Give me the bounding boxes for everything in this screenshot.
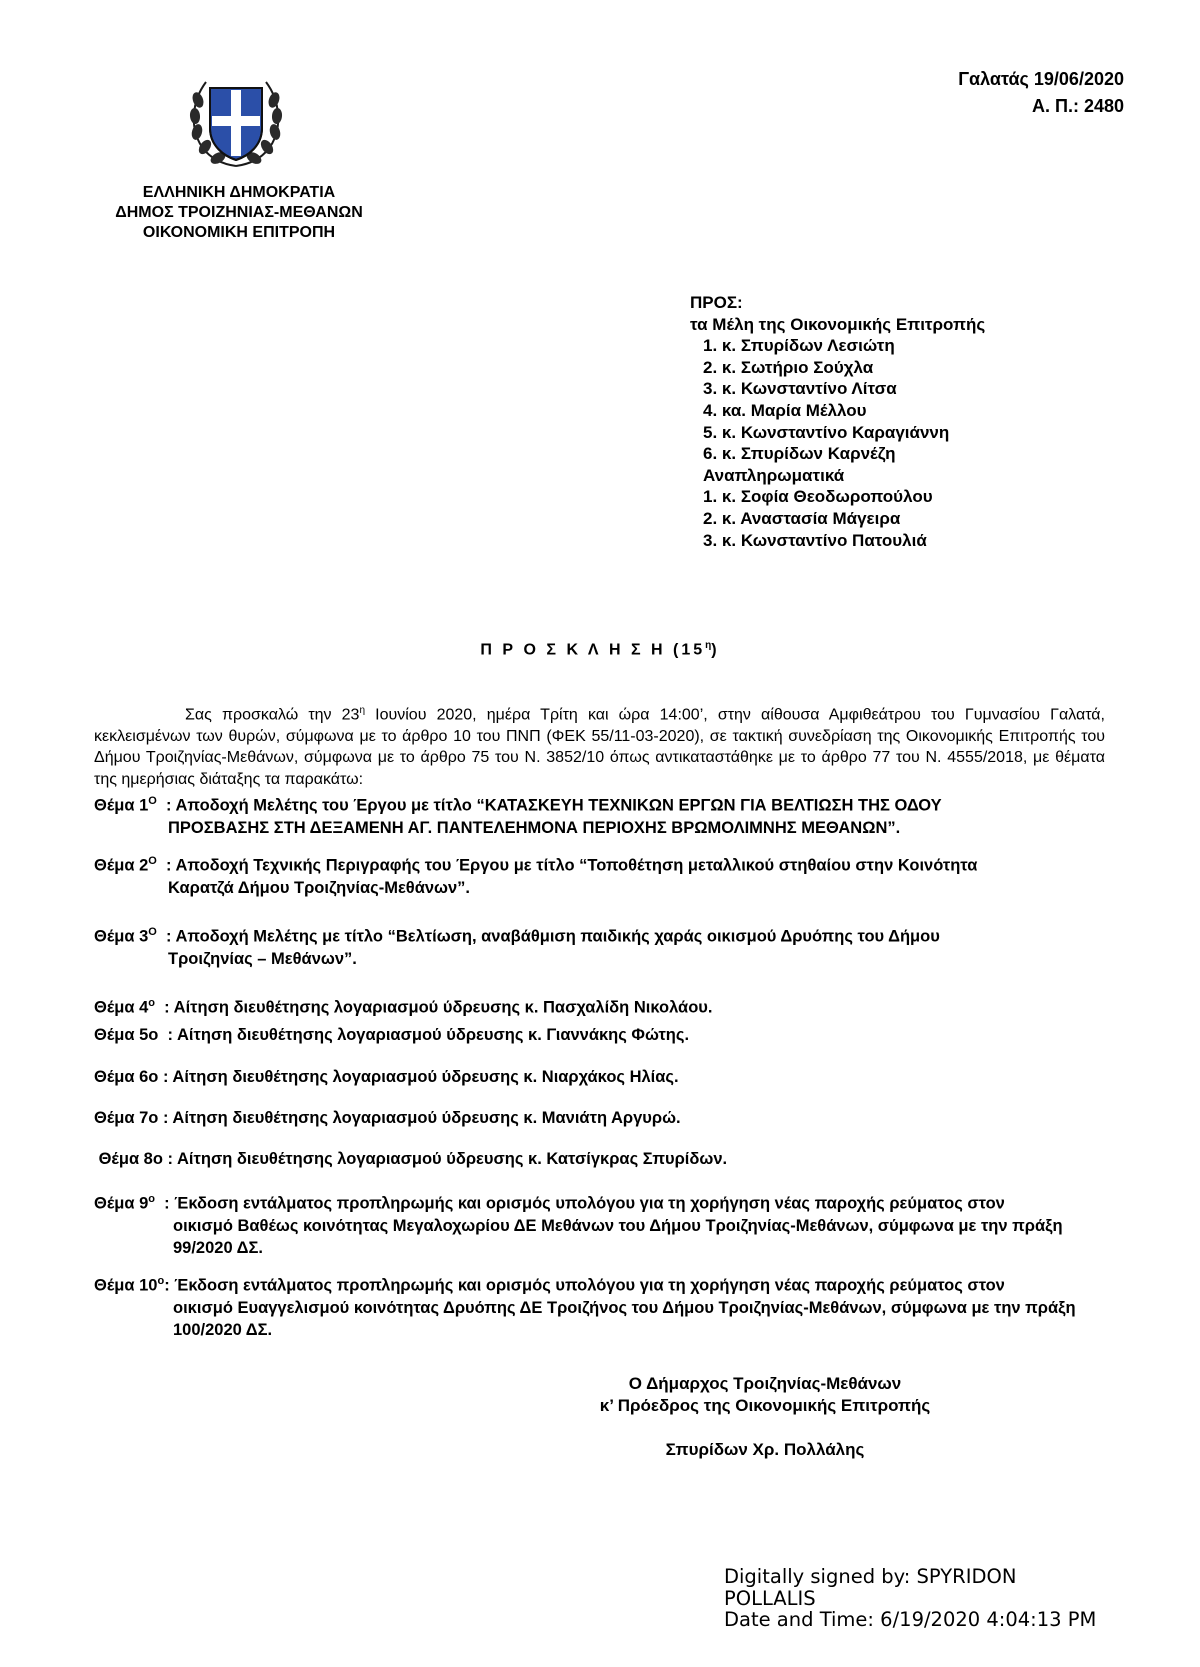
org-line-country: ΕΛΛΗΝΙΚΗ ΔΗΜΟΚΡΑΤΙΑ [142, 184, 336, 201]
digital-signature-line: POLLALIS [724, 1586, 816, 1610]
agenda-topic-4 [94, 992, 1114, 1019]
topic-text-continued: οικισμό Βαθέως κοινότητας Μεγαλοχωρίου ΔΕ Μεθάνων του Δήμου Τροιζηνίας-Μεθάνων, σύμφωνα με την πράξη 99/2020 ΔΣ. [173, 1216, 1063, 1257]
topic-text: Αίτηση διευθέτησης λογαριασμού ύδρευσης κ. Πασχαλίδη Νικολάου. [173, 998, 713, 1017]
agenda-topic-6 [94, 1066, 1114, 1088]
topic-label: Θέμα 8ο [94, 1150, 163, 1168]
org-line-municipality: ΔΗΜΟΣ ΤΡΟΙΖΗΝΙΑΣ-ΜΕΘΑΝΩΝ [115, 204, 363, 221]
agenda-topic-8 [94, 1148, 1114, 1170]
topic-text-continued: Καρατζά Δήμου Τροιζηνίας-Μεθάνων”. [168, 878, 470, 897]
agenda-topic-5 [94, 1024, 1114, 1046]
intro-sup: η [359, 705, 366, 716]
document-title [0, 640, 1200, 659]
topic-text: Αίτηση διευθέτησης λογαριασμού ύδρευσης κ. Κατσίγκρας Σπυρίδων. [177, 1150, 728, 1168]
topic-label: Θέμα 3 [94, 927, 149, 946]
date-block [958, 66, 1124, 120]
agenda-topic-3 [94, 921, 1114, 970]
digital-signature-stamp [724, 1566, 1096, 1631]
topic-label: Θέμα 10 [94, 1276, 158, 1295]
alternate-item: 1. κ. Σοφία Θεοδωροπούλου [703, 487, 933, 507]
signature-title-chair: κ’ Πρόεδρος της Οικονομικής Επιτροπής [599, 1396, 931, 1415]
signature-title-mayor: Ο Δήμαρχος Τροιζηνίας-Μεθάνων [628, 1374, 902, 1393]
agenda-topic-9 [94, 1188, 1114, 1259]
topic-sup: Ο [148, 855, 157, 867]
agenda-topic-1 [94, 790, 1114, 839]
topic-label: Θέμα 7ο [94, 1109, 159, 1127]
digital-signature-line: Digitally signed by: SPYRIDON [724, 1565, 1017, 1588]
digital-signature-date: Date and Time: 6/19/2020 4:04:13 PM [724, 1608, 1097, 1631]
organization-block [84, 183, 394, 243]
topic-sep: : [158, 1109, 173, 1127]
intro-part1: Σας προσκαλώ την 23 [185, 706, 360, 724]
title-end: ) [711, 641, 720, 659]
topic-sup: ο [148, 997, 156, 1009]
signature-name: Σπυρίδων Χρ. Πολλάλης [665, 1440, 865, 1459]
recipient-item: 1. κ. Σπυρίδων Λεσιώτη [703, 336, 895, 356]
topic-sep: : [162, 1150, 178, 1168]
topic-sep: : [155, 998, 174, 1017]
topic-text: Έκδοση εντάλματος προπληρωμής και ορισμός υπολόγου για τη χορήγηση νέας παροχής ρεύματος στον [174, 1194, 1005, 1213]
agenda-topic-7 [94, 1107, 1114, 1129]
topic-label: Θέμα 2 [94, 856, 149, 875]
topic-text: Αποδοχή Τεχνικής Περιγραφής του Έργου με τίτλο “Τοποθέτηση μεταλλικού στηθαίου στην Κοινότητα [175, 856, 978, 875]
topic-label: Θέμα 5ο [94, 1026, 159, 1044]
recipient-item: 5. κ. Κωνσταντίνο Καραγιάννη [703, 422, 950, 442]
topic-text: Αίτηση διευθέτησης λογαριασμού ύδρευσης κ. Γιαννάκης Φώτης. [177, 1026, 690, 1044]
topic-sup: ο [157, 1275, 165, 1287]
alternates-label: Αναπληρωματικά [703, 465, 845, 485]
topic-sep: : [156, 927, 176, 946]
signature-block [560, 1373, 970, 1461]
topic-text: Αποδοχή Μελέτης με τίτλο “Βελτίωση, αναβάθμιση παιδικής χαράς οικισμού Δρυόπης του Δήμου [175, 927, 940, 946]
topic-sup: ο [148, 1193, 156, 1205]
recipients-to-label: ΠΡΟΣ: [690, 293, 743, 312]
topic-sep: : [158, 1026, 177, 1044]
topic-text-continued: Τροιζηνίας – Μεθάνων”. [168, 949, 357, 968]
title-sup: η [705, 640, 712, 651]
topic-sep: : [164, 1276, 175, 1295]
topic-text: Αίτηση διευθέτησης λογαριασμού ύδρευσης κ. Νιαρχάκος Ηλίας. [172, 1068, 679, 1086]
topic-text: Αίτηση διευθέτησης λογαριασμού ύδρευσης κ. Μανιάτη Αργυρώ. [172, 1109, 681, 1127]
topic-label: Θέμα 1 [94, 796, 149, 815]
topic-label: Θέμα 6ο [94, 1068, 159, 1086]
alternate-item: 3. κ. Κωνσταντίνο Πατουλιά [703, 530, 927, 550]
recipient-item: 4. κα. Μαρία Μέλλου [703, 400, 867, 420]
greek-state-emblem-icon [186, 70, 286, 170]
recipient-item: 6. κ. Σπυρίδων Καρνέζη [703, 444, 896, 464]
alternate-item: 2. κ. Αναστασία Μάγειρα [703, 508, 901, 528]
org-line-committee: ΟΙΚΟΝΟΜΙΚΗ ΕΠΙΤΡΟΠΗ [142, 224, 336, 241]
topic-sep: : [155, 1194, 175, 1213]
topic-text: Έκδοση εντάλματος προπληρωμής και ορισμός υπολόγου για τη χορήγηση νέας παροχής ρεύματος στον [174, 1276, 1005, 1295]
document-date: Γαλατάς 19/06/2020 [958, 69, 1124, 89]
topic-text-continued: ΠΡΟΣΒΑΣΗΣ ΣΤΗ ΔΕΞΑΜΕΝΗ ΑΓ. ΠΑΝΤΕΛΕΗΜΟΝΑ ΠΕΡΙΟΧΗΣ ΒΡΩΜΟΛΙΜΝΗΣ ΜΕΘΑΝΩΝ”. [168, 818, 901, 837]
topic-label: Θέμα 9 [94, 1194, 149, 1213]
intro-part2: Ιουνίου 2020, ημέρα Τρίτη και ώρα 14:00’, στην αίθουσα Αμφιθεάτρου του Γυμνασίου Γαλατά, κεκλεισμένων των θυρών, σύμφωνα με το άρθρο 10 του ΠΝΠ (ΦΕΚ 55/11-03-2020), σε τακτική συνεδρίαση της Οικονομικής Επιτροπής του Δήμου Τροιζηνίας-Μεθάνων, σύμφωνα με το άρθρο 75 του Ν. 3852/10 όπως αντικαταστάθηκε με το άρθρο 77 του Ν. 4555/2018, με θέματα της ημερήσιας διάταξης τα παρακάτω: [94, 706, 1106, 788]
protocol-number: Α. Π.: 2480 [1031, 96, 1124, 116]
recipient-item: 2. κ. Σωτήριο Σούχλα [703, 357, 874, 377]
agenda-topic-10 [94, 1270, 1114, 1341]
agenda-topic-2 [94, 850, 1114, 899]
recipient-item: 3. κ. Κωνσταντίνο Λίτσα [703, 379, 897, 399]
intro-paragraph [94, 700, 1105, 790]
topic-text-continued: οικισμό Ευαγγελισμού κοινότητας Δρυόπης ΔΕ Τροιζήνος του Δήμου Τροιζηνίας-Μεθάνων, σύμφωνα με την πράξη 100/2020 ΔΣ. [173, 1298, 1076, 1339]
topic-sep: : [156, 796, 176, 815]
recipients-block [690, 292, 985, 551]
title-main: Π Ρ Ο Σ Κ Λ Η Σ Η (15 [480, 641, 706, 659]
topic-text: Αποδοχή Μελέτης του Έργου με τίτλο “ΚΑΤΑΣΚΕΥΗ ΤΕΧΝΙΚΩΝ ΕΡΓΩΝ ΓΙΑ ΒΕΛΤΙΩΣΗ ΤΗΣ ΟΔΟΥ [175, 796, 942, 815]
topic-sep: : [158, 1068, 173, 1086]
topic-sep: : [156, 856, 176, 875]
topic-sup: Ο [148, 926, 157, 938]
topic-label: Θέμα 4 [94, 998, 149, 1017]
topic-sup: Ο [148, 795, 157, 807]
recipients-group-label: τα Μέλη της Οικονομικής Επιτροπής [690, 314, 986, 334]
